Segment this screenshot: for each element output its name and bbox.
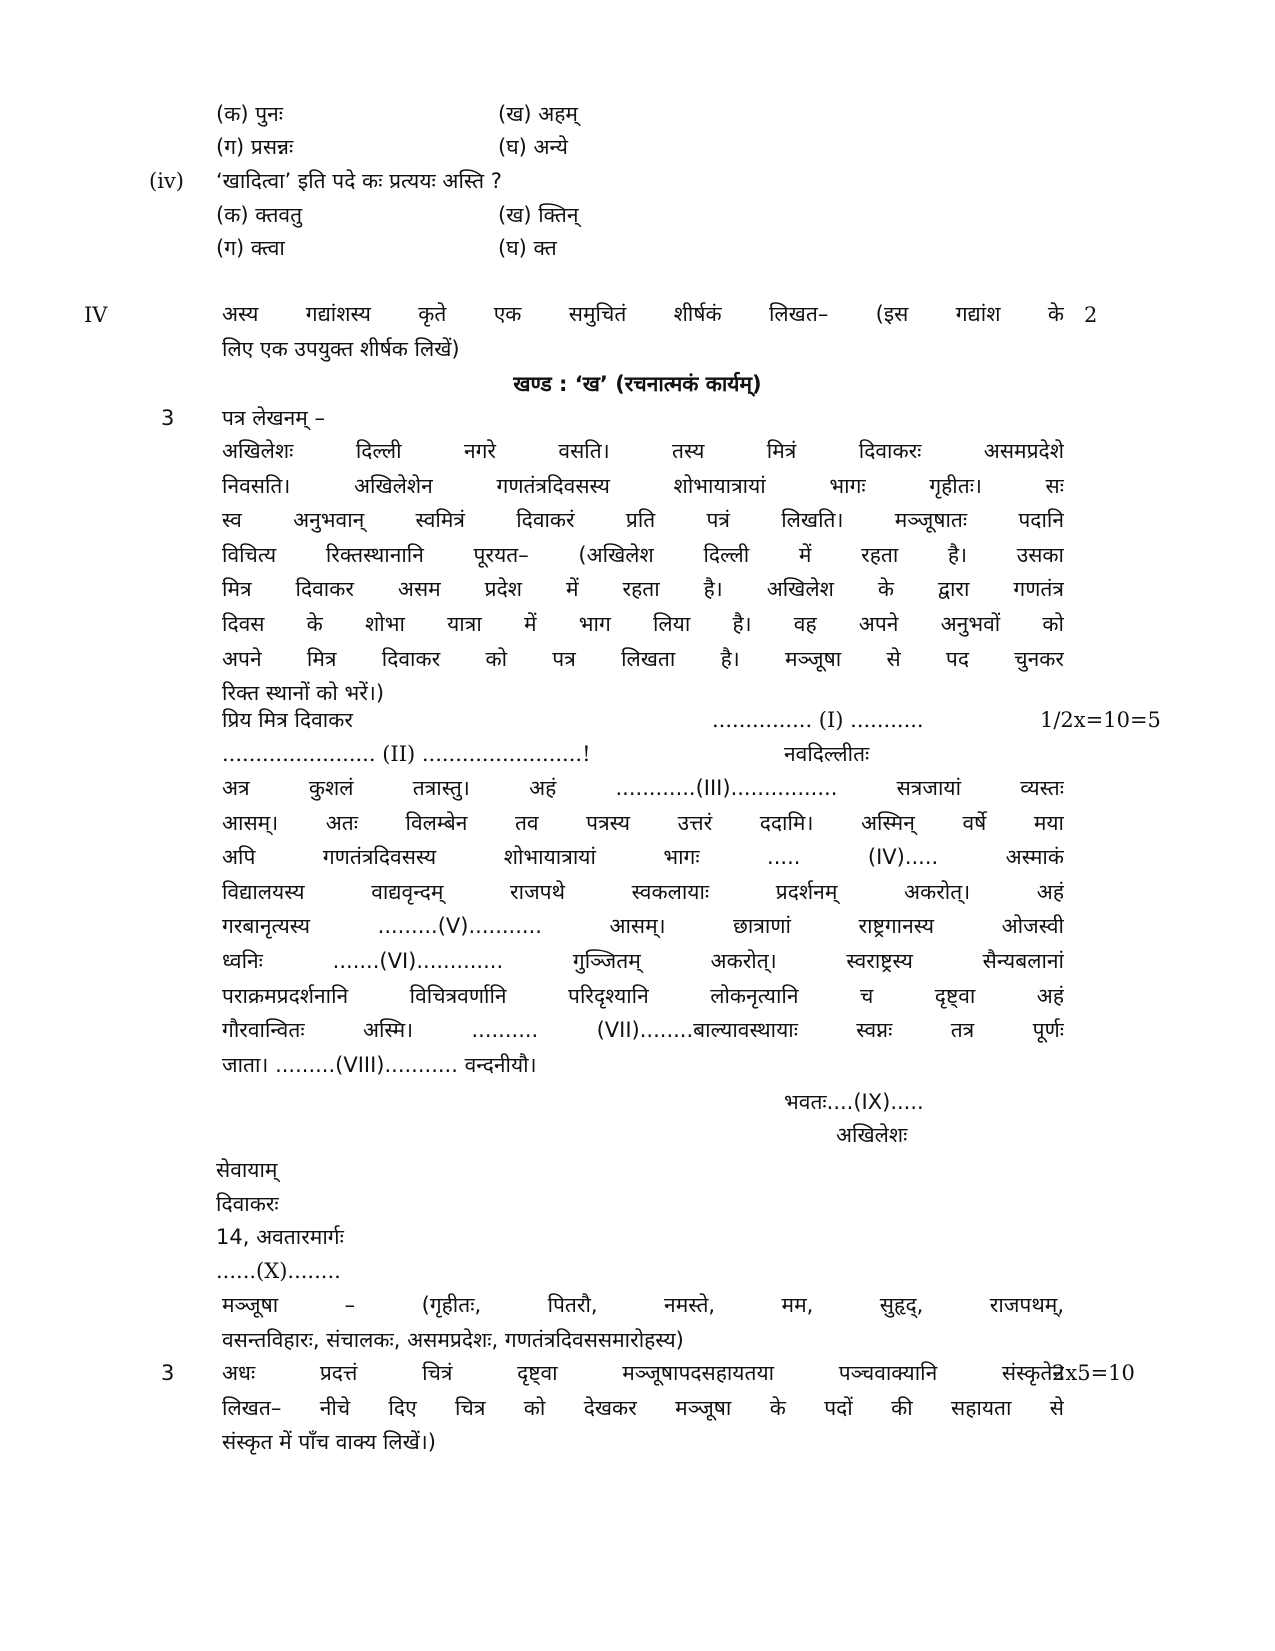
- option-ga: (ग) क्त्वा: [216, 236, 285, 260]
- text-line: लिखत– नीचे दिए चित्र को देखकर मञ्जूषा के पदों की सहायता से: [222, 1395, 1064, 1420]
- address-line: ......(X)........: [216, 1259, 341, 1283]
- text-line: स्व अनुभवान् स्वमित्रं दिवाकरं प्रति पत्रं लिखति। मञ्जूषातः पदानि: [222, 508, 1064, 533]
- text-line: रिक्त स्थानों को भरें।): [222, 681, 385, 706]
- option-ka: (क) क्तवतु: [216, 203, 303, 227]
- section-number: IV: [84, 303, 108, 327]
- question-text: [222, 1356, 1064, 1460]
- section-text: [222, 297, 1064, 366]
- text-line: मञ्जूषा – (गृहीतः, पितरौ, नमस्ते, मम, सुहृद्, राजपथम्,: [222, 1293, 1064, 1317]
- text-line: अखिलेशः दिल्ली नगरे वसति। तस्य मित्रं दिवाकरः असमप्रदेशे: [222, 439, 1064, 463]
- marks: 1/2x=10=5: [1040, 708, 1161, 732]
- option-gha: (घ) क्त: [498, 236, 557, 260]
- text-line: गौरवान्वितः अस्मि। .......... (VII)........बाल्यावस्थायाः स्वप्नः तत्र पूर्णः: [222, 1018, 1064, 1043]
- text-line: अस्य गद्यांशस्य कृते एक समुचितं शीर्षकं लिखत– (इस गद्यांश के: [222, 302, 1064, 326]
- blank-two: ....................... (II) ........................!: [222, 742, 591, 766]
- text-line: लिए एक उपयुक्त शीर्षक लिखें): [222, 336, 460, 361]
- marks: 2x5=10: [1052, 1361, 1135, 1385]
- text-line: वसन्तविहारः, संचालकः, असमप्रदेशः, गणतंत्रदिवससमारोहस्य): [222, 1327, 684, 1352]
- blank-one: ............... (I) ...........: [712, 708, 924, 732]
- closing-line: भवतः....(IX).....: [784, 1090, 924, 1114]
- text-line: मित्र दिवाकर असम प्रदेश में रहता है। अखिलेश के द्वारा गणतंत्र: [222, 577, 1064, 602]
- text-line: अधः प्रदत्तं चित्रं दृष्ट्वा मञ्जूषापदसहायतया पञ्चवाक्यानि संस्कृतेन: [222, 1361, 1064, 1385]
- address-line: दिवाकरः: [216, 1192, 279, 1216]
- question-number: 3: [161, 1361, 175, 1385]
- question-title: पत्र लेखनम् –: [222, 406, 325, 430]
- text-line: आसम्। अतः विलम्बेन तव पत्रस्य उत्तरं ददामि। अस्मिन् वर्षे मया: [222, 810, 1064, 835]
- question-number: 3: [161, 406, 175, 430]
- option-ka: (क) पुनः: [216, 102, 284, 126]
- option-kha: (ख) क्तिन्: [498, 203, 579, 227]
- text-line: अपि गणतंत्रदिवसस्य शोभायात्रायां भागः ..... (IV)..... अस्माकं: [222, 845, 1064, 870]
- text-line: निवसति। अखिलेशेन गणतंत्रदिवसस्य शोभायात्रायां भागः गृहीतः। सः: [222, 473, 1064, 498]
- option-ga: (ग) प्रसन्नः: [216, 135, 294, 159]
- word-box: [222, 1288, 1064, 1357]
- text-line: अपने मित्र दिवाकर को पत्र लिखता है। मञ्जूषा से पद चुनकर: [222, 646, 1064, 671]
- address-line: सेवायाम्: [216, 1158, 278, 1182]
- letter-body: [222, 771, 1064, 1082]
- text-line: पराक्रमप्रदर्शनानि विचित्रवर्णानि परिदृश्यानि लोकनृत्यानि च दृष्ट्वा अहं: [222, 983, 1064, 1008]
- section-heading: खण्ड : ‘ख’ (रचनात्मकं कार्यम्): [513, 372, 762, 396]
- place: नवदिल्लीतः: [784, 742, 870, 766]
- text-line: गरबानृत्यस्य .........(V)........... आसम्। छात्राणां राष्ट्रगानस्य ओजस्वी: [222, 914, 1064, 939]
- text-line: अत्र कुशलं तत्रास्तु। अहं ............(III)................ सत्रजायां व्यस्तः: [222, 776, 1064, 800]
- text-line: जाता। .........(VIII)........... वन्दनीयौ।: [222, 1052, 537, 1077]
- option-kha: (ख) अहम्: [498, 102, 578, 126]
- salutation: प्रिय मित्र दिवाकर: [222, 708, 353, 732]
- option-gha: (घ) अन्ये: [498, 135, 568, 159]
- text-line: ध्वनिः .......(VI)............. गुञ्जितम् अकरोत्। स्वराष्ट्रस्य सैन्यबलानां: [222, 948, 1064, 973]
- address-line: 14, अवतारमार्गः: [216, 1225, 344, 1249]
- instructions: [222, 434, 1064, 711]
- question-number: (iv): [149, 169, 184, 193]
- signature-name: अखिलेशः: [836, 1123, 908, 1147]
- marks: 2: [1084, 303, 1098, 327]
- question-text: ‘खादित्वा’ इति पदे कः प्रत्ययः अस्ति ?: [216, 169, 502, 193]
- text-line: संस्कृत में पाँच वाक्य लिखें।): [222, 1430, 436, 1455]
- text-line: दिवस के शोभा यात्रा में भाग लिया है। वह अपने अनुभवों को: [222, 611, 1064, 636]
- text-line: विद्यालयस्य वाद्यवृन्दम् राजपथे स्वकलायाः प्रदर्शनम् अकरोत्। अहं: [222, 879, 1064, 904]
- text-line: विचित्य रिक्तस्थानानि पूरयत– (अखिलेश दिल्ली में रहता है। उसका: [222, 542, 1064, 567]
